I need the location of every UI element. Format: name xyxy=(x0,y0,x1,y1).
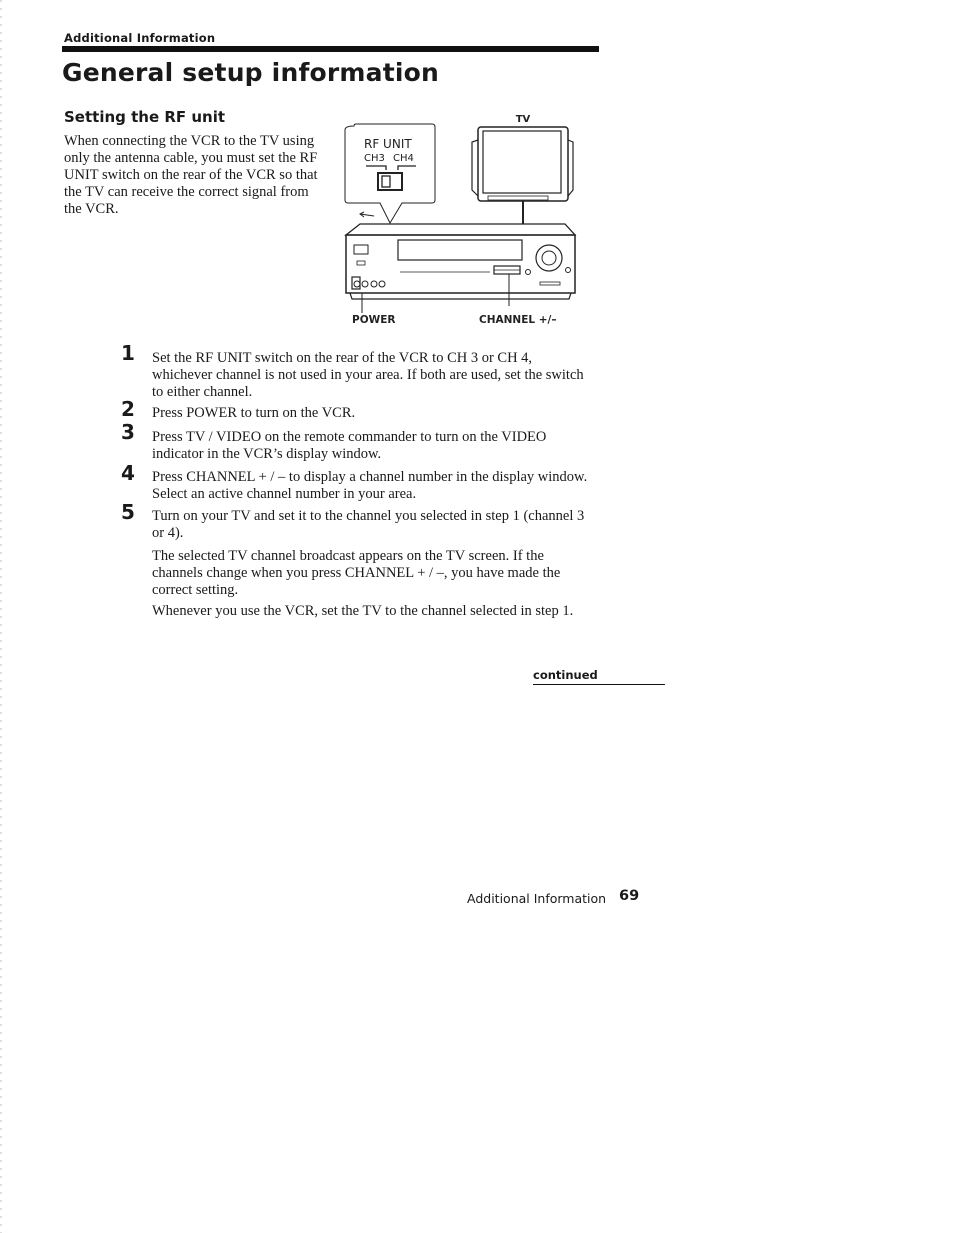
header-rule xyxy=(62,46,599,52)
footer-section-label: Additional Information xyxy=(467,891,607,906)
cassette-slot xyxy=(398,240,522,260)
step-number: 2 xyxy=(121,397,135,421)
ch4-label: CH4 xyxy=(393,153,414,164)
channel-label: CHANNEL +/– xyxy=(479,314,557,326)
ch3-label: CH3 xyxy=(364,153,385,164)
page-title: General setup information xyxy=(62,58,440,87)
step-text: Press CHANNEL + / – to display a channel number in the display window. Select an active channel number in your area. xyxy=(152,469,588,502)
step-text: Set the RF UNIT switch on the rear of the VCR to CH 3 or CH 4, whichever channel is not used in your area. If both are used, set the switch to either channel. xyxy=(152,350,584,400)
step-number: 5 xyxy=(121,500,135,524)
continued-label: continued xyxy=(533,668,598,682)
note-paragraph: The selected TV channel broadcast appears on the TV screen. If the channels change when you press CHANNEL + / –, you have made the correct setting. xyxy=(152,548,561,598)
tv-illustration xyxy=(472,114,573,224)
page-number: 69 xyxy=(619,888,640,904)
intro-paragraph: When connecting the VCR to the TV using only the antenna cable, you must set the RF UNIT switch on the rear of the VCR so that the TV can receive the correct signal from the VCR. xyxy=(64,133,318,217)
running-header-section: Additional Information xyxy=(64,31,216,45)
rf-unit-callout xyxy=(345,124,435,223)
step-text: Press TV / VIDEO on the remote commander to turn on the VIDEO indicator in the VCR’s display window. xyxy=(152,429,547,462)
rf-unit-label: RF UNIT xyxy=(364,137,412,151)
power-label: POWER xyxy=(352,314,396,326)
vcr-illustration xyxy=(346,224,575,313)
note-paragraph: Whenever you use the VCR, set the TV to the channel selected in step 1. xyxy=(152,603,574,619)
step-number: 4 xyxy=(121,461,135,485)
jog-dial xyxy=(536,245,562,271)
vcr-tv-connection-diagram xyxy=(340,110,590,332)
step-text: Press POWER to turn on the VCR. xyxy=(152,405,356,421)
tv-label: TV xyxy=(515,114,531,125)
step-number: 1 xyxy=(121,341,135,365)
step-text: Turn on your TV and set it to the channel you selected in step 1 (channel 3 or 4). xyxy=(152,508,585,541)
step-number: 3 xyxy=(121,420,135,444)
continued-rule xyxy=(533,684,665,685)
scan-binding-edge xyxy=(0,0,4,1233)
section-title: Setting the RF unit xyxy=(64,108,226,126)
